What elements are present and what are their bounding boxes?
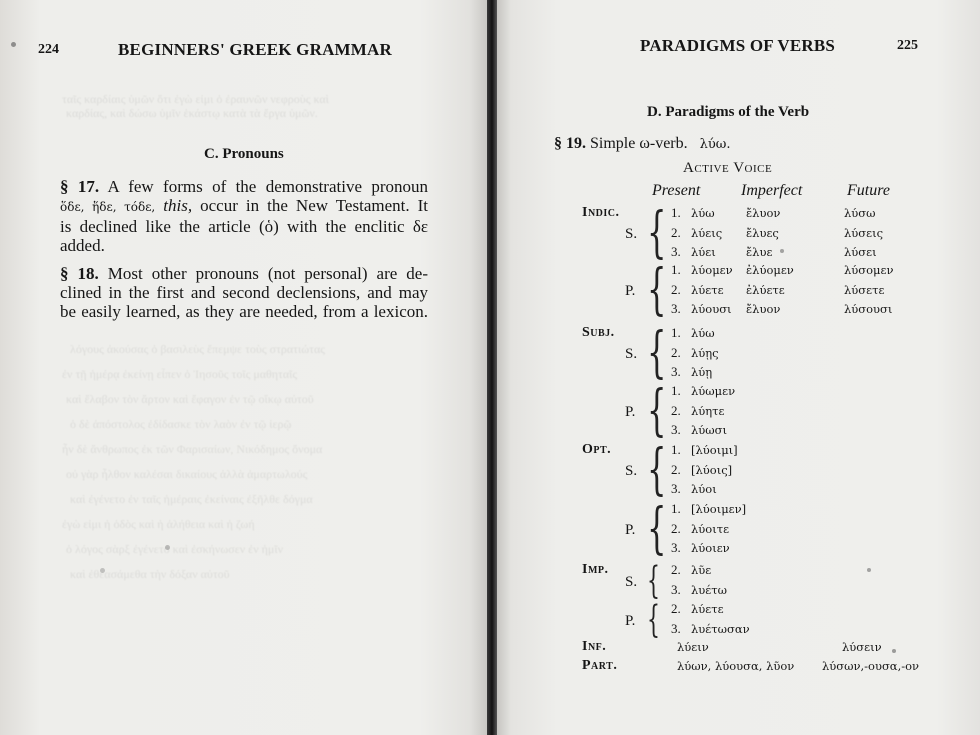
person-number: 2.: [671, 601, 681, 616]
mood-optative: Opt.: [582, 442, 612, 457]
bleed-through-line: ἦν δὲ ἄνθρωπος ἐκ τῶν Φαρισαίων, Νικόδημος ὄνομα: [62, 442, 323, 456]
person-number: 3.: [671, 481, 681, 496]
mood-indicative: Indic.: [582, 205, 620, 220]
person-number: 2.: [671, 224, 681, 240]
person-number: 2.: [671, 344, 681, 360]
bleed-through-line: ταῖς καρδίαις ὑμῶν ὅτι ἐγὼ εἰμι ὁ ἐραυνῶν νεφροὺς καὶ: [62, 92, 329, 106]
section-heading: D. Paradigms of the Verb: [647, 104, 810, 120]
section-heading: C. Pronouns: [204, 146, 284, 162]
singular-label: S.: [625, 463, 638, 480]
page-number: 224: [38, 42, 59, 57]
section-number: § 17.: [60, 177, 100, 196]
bleed-through-line: καρδίας, καὶ δώσω ὑμῖν ἑκάστῳ κατὰ τὰ ἔργα ὑμῶν.: [66, 106, 318, 120]
singular-label: S.: [625, 573, 638, 590]
page-number: 225: [897, 38, 918, 53]
form-future: λύσει: [844, 245, 877, 259]
brace: {: [647, 437, 667, 502]
form-cell: [λύοιμεν]: [691, 502, 747, 516]
form-cell: λύετε: [691, 602, 724, 616]
bleed-through-line: καὶ ἐγένετο ἐν ταῖς ἡμέραις ἐκείναις ἐξῆλθε δόγμα: [70, 492, 313, 506]
right-page: [497, 0, 980, 735]
brace: {: [647, 559, 660, 602]
bleed-through-line: ἐν τῇ ἡμέρᾳ ἐκείνῃ εἶπεν ὁ Ἰησοῦς τοῖς μαθηταῖς: [62, 367, 298, 381]
paragraph-line: is declined like the article (ὁ) with the enclitic δε: [60, 217, 428, 236]
person-number: 3.: [671, 364, 681, 379]
plural-label: P.: [625, 404, 636, 421]
form-imperfect: ἐλύετε: [746, 282, 785, 297]
paragraph-line: Most other pronouns (not personal) are de-: [107, 264, 428, 283]
singular-label: S.: [625, 346, 638, 363]
paper-speck: [11, 42, 16, 47]
singular-label: S.: [625, 226, 638, 243]
person-number: 2.: [671, 520, 681, 536]
form-cell: λυέτωσαν: [691, 621, 750, 636]
voice-heading: Active Voice: [683, 160, 773, 176]
paragraph-18: [60, 264, 428, 321]
left-page: [0, 0, 487, 735]
column-present: Present: [652, 182, 701, 199]
paragraph-line: clined in the first and second declensions, and may: [60, 283, 428, 302]
person-number: 3.: [671, 581, 681, 597]
form-cell: λύῃ: [691, 365, 713, 379]
paper-speck: [100, 568, 105, 573]
person-number: 2.: [671, 402, 681, 418]
form-cell: λῦε: [691, 563, 712, 577]
book-gutter: [487, 0, 497, 735]
section-text: Simple ω-verb.: [590, 135, 688, 152]
form-cell: [λύοιμι]: [691, 443, 738, 457]
form-cell: λύω: [691, 326, 715, 340]
bleed-through-line: ἐγὼ εἰμι ἡ ὁδὸς καὶ ἡ ἀλήθεια καὶ ἡ ζωή: [62, 517, 255, 531]
form-imperfect: ἔλυον: [746, 302, 781, 316]
mood-imperative: Imp.: [582, 562, 609, 577]
form-present: λύω: [691, 206, 715, 220]
form-imperfect: ἔλυε: [746, 245, 773, 259]
form-imperfect: ἐλύομεν: [746, 263, 794, 277]
person-number: 1.: [671, 262, 681, 277]
infinitive-present: λύειν: [677, 640, 709, 654]
form-future: λύσομεν: [844, 263, 894, 277]
form-cell: λύοιτε: [691, 521, 730, 536]
paragraph-line: be easily learned, as they are needed, from a lexicon.: [60, 302, 428, 321]
person-number: 3.: [671, 620, 681, 636]
bleed-through-line: ὁ λόγος σὰρξ ἐγένετο καὶ ἐσκήνωσεν ἐν ἡμῖν: [66, 542, 284, 556]
brace: {: [647, 378, 667, 443]
section-19: [554, 135, 731, 153]
person-number: 3.: [671, 540, 681, 555]
form-cell: λύωμεν: [691, 384, 736, 398]
mood-subjunctive: Subj.: [582, 325, 615, 340]
form-present: λύει: [691, 245, 716, 259]
bleed-through-line: λόγους ἀκούσας ὁ βασιλεὺς ἔπεμψε τοὺς στρατιώτας: [70, 342, 325, 356]
person-number: 1.: [671, 501, 681, 516]
form-cell: λύητε: [691, 403, 725, 418]
form-imperfect: ἔλυον: [746, 206, 781, 220]
greek-forms: ὅδε, ἥδε, τόδε,: [60, 200, 156, 214]
brace: {: [647, 257, 667, 322]
paragraph-17: [60, 177, 428, 255]
paragraph-line: A few forms of the demonstrative pronoun: [107, 177, 429, 196]
form-cell: λύῃς: [691, 345, 719, 360]
paragraph-line: added.: [60, 236, 105, 255]
column-imperfect: Imperfect: [741, 182, 803, 199]
person-number: 2.: [671, 461, 681, 477]
brace: {: [647, 320, 667, 385]
form-future: λύσεις: [844, 225, 884, 240]
bleed-through-line: οὐ γὰρ ἦλθον καλέσαι δικαίους ἀλλὰ ἁμαρτωλούς: [66, 467, 308, 481]
brace: {: [647, 200, 667, 265]
person-number: 1.: [671, 442, 681, 457]
plural-label: P.: [625, 522, 636, 539]
person-number: 3.: [671, 422, 681, 437]
mood-participle: Part.: [582, 658, 618, 673]
form-present: λύουσι: [691, 302, 732, 316]
italic-gloss: this,: [163, 196, 193, 215]
person-number: 2.: [671, 281, 681, 297]
form-future: λύσουσι: [844, 302, 893, 316]
column-future: Future: [847, 182, 890, 199]
person-number: 1.: [671, 325, 681, 340]
form-future: λύσετε: [844, 282, 885, 297]
bleed-through-line: καὶ ἐθεασάμεθα τὴν δόξαν αὐτοῦ: [70, 567, 230, 581]
form-future: λύσω: [844, 206, 876, 220]
paper-speck: [867, 568, 871, 572]
paper-speck: [165, 545, 170, 550]
participle-future: λύσων,-ουσα,-ον: [822, 659, 920, 673]
person-number: 1.: [671, 205, 681, 220]
person-number: 3.: [671, 244, 681, 259]
form-cell: λύωσι: [691, 423, 728, 437]
brace: {: [647, 598, 660, 641]
form-imperfect: ἔλυες: [746, 225, 779, 240]
form-cell: [λύοις]: [691, 462, 733, 477]
form-cell: λυέτω: [691, 582, 727, 597]
form-present: λύομεν: [691, 263, 733, 277]
running-head: PARADIGMS OF VERBS: [640, 36, 836, 55]
form-cell: λύοι: [691, 482, 717, 496]
person-number: 3.: [671, 301, 681, 316]
section-number: § 19.: [554, 135, 586, 152]
plural-label: P.: [625, 283, 636, 300]
person-number: 2.: [671, 562, 681, 577]
paragraph-line: occur in the New Testament. It: [200, 196, 429, 215]
form-present: λύετε: [691, 282, 724, 297]
form-cell: λύοιεν: [691, 541, 730, 555]
person-number: 1.: [671, 383, 681, 398]
bleed-through-line: ὁ δὲ ἀπόστολος ἐδίδασκε τὸν λαὸν ἐν τῷ ἱερῷ: [70, 417, 292, 431]
form-present: λύεις: [691, 225, 723, 240]
plural-label: P.: [625, 612, 636, 629]
infinitive-future: λύσειν: [842, 640, 882, 654]
brace: {: [647, 496, 667, 561]
bleed-through-line: καὶ ἔλαβον τὸν ἄρτον καὶ ἔφαγον ἐν τῷ οἴκῳ αὐτοῦ: [66, 392, 314, 406]
greek-verb: λύω.: [699, 137, 731, 152]
running-head: BEGINNERS' GREEK GRAMMAR: [118, 40, 392, 59]
paper-speck: [892, 649, 896, 653]
participle-present: λύων, λύουσα, λῦον: [677, 659, 795, 673]
paper-speck: [780, 249, 784, 253]
section-number: § 18.: [60, 264, 99, 283]
mood-infinitive: Inf.: [582, 639, 607, 654]
